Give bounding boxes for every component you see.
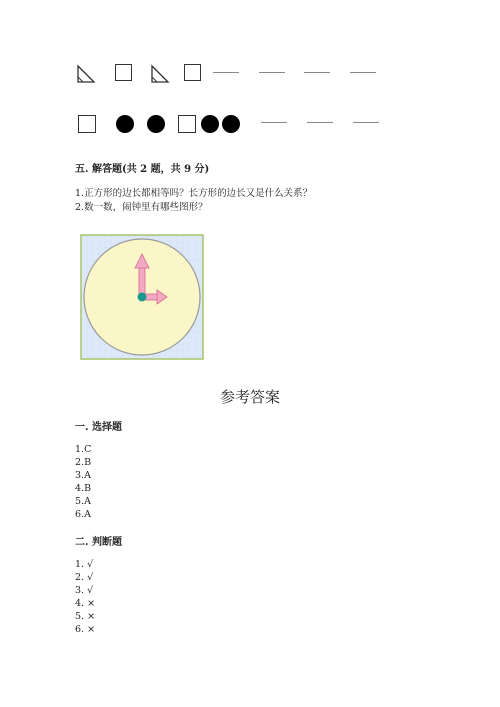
answer-blank	[261, 122, 287, 123]
answers-part-2-title: 二. 判断题	[75, 537, 122, 548]
answer-item: 6.A	[75, 509, 91, 520]
answer-blank	[259, 72, 285, 73]
square-icon	[78, 115, 96, 133]
answers-part-1-title: 一. 选择题	[75, 422, 122, 433]
square-icon	[184, 64, 201, 81]
answer-item: 6. ×	[75, 624, 96, 635]
answer-item: 5. ×	[75, 611, 96, 622]
answer-item: 2. √	[75, 572, 94, 583]
alarm-clock-illustration	[80, 234, 210, 362]
answer-item: 4.B	[75, 483, 92, 494]
square-icon	[178, 115, 196, 133]
clock-center-dot	[138, 293, 147, 302]
black-circle-icon	[147, 115, 165, 133]
answer-blank	[353, 122, 379, 123]
square-icon	[115, 64, 132, 81]
question-2: 2.数一数，闹钟里有哪些图形？	[75, 202, 208, 213]
question-1: 1.正方形的边长都相等吗？长方形的边长又是什么关系？	[75, 188, 313, 199]
section-5-title: 五. 解答题(共 2 题，共 9 分)	[75, 164, 210, 175]
black-circle-icon	[116, 115, 134, 133]
answer-item: 5.A	[75, 496, 91, 507]
answer-blank	[213, 72, 239, 73]
answer-item: 3.A	[75, 470, 91, 481]
black-circle-icon	[201, 115, 219, 133]
answer-item: 1. √	[75, 559, 94, 570]
answer-item: 4. ×	[75, 598, 96, 609]
answer-item: 3. √	[75, 585, 94, 596]
black-circle-icon	[222, 115, 240, 133]
answer-blank	[304, 72, 330, 73]
right-triangle-icon	[76, 64, 96, 84]
answer-item: 2.B	[75, 457, 92, 468]
right-triangle-icon	[150, 64, 170, 84]
answer-key-heading: 参考答案	[219, 388, 280, 406]
answer-item: 1.C	[75, 444, 92, 455]
answer-blank	[350, 72, 376, 73]
answer-blank	[307, 122, 333, 123]
